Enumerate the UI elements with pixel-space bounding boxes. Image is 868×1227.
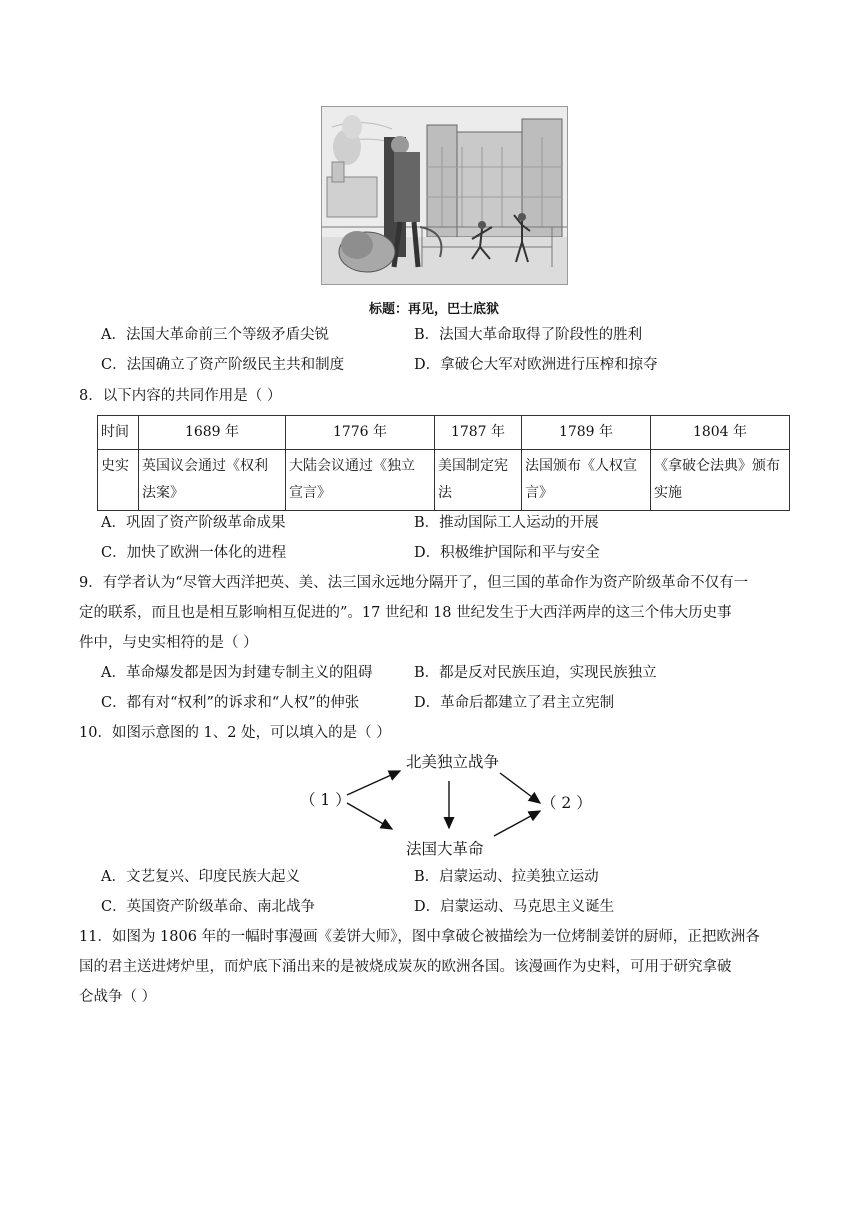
q10-option-b: B．启蒙运动、拉美独立运动 (414, 869, 599, 885)
q9-stem-line: 9．有学者认为“尽管大西洋把英、美、法三国永远地分隔开了，但三国的革命作为资产阶级革命不仅有一 (79, 575, 749, 591)
row-header-time: 时间 (98, 416, 139, 450)
q9-option-c: C．都有对“权利”的诉求和“人权”的伸张 (101, 695, 360, 711)
diagram-node-1: （ 1 ） (300, 791, 351, 809)
q11-stem-line: 国的君主送进烤炉里，而炉底下涌出来的是被烧成炭灰的欧洲各国。该漫画作为史料，可用于研究拿破 (79, 959, 732, 975)
q9-stem-line: 件中，与史实相符的是（ ） (79, 635, 258, 651)
q11-stem-line: 仑战争（ ） (79, 989, 157, 1005)
year-cell: 1789 年 (522, 416, 651, 450)
year-cell: 1787 年 (435, 416, 522, 450)
year-cell: 1689 年 (139, 416, 286, 450)
q10-stem: 10．如图示意图的 1、2 处，可以填入的是（ ） (79, 725, 391, 741)
fact-line: 法案》 (142, 485, 184, 501)
fact-line: 美国制定宪 (438, 458, 508, 474)
q8-option-b: B．推动国际工人运动的开展 (414, 515, 599, 531)
q8-option-a: A．巩固了资产阶级革命成果 (101, 515, 286, 531)
arrow-top-to-2 (500, 773, 540, 803)
q9-option-b: B．都是反对民族压迫，实现民族独立 (414, 665, 657, 681)
q10-option-c: C．英国资产阶级革命、南北战争 (101, 899, 316, 915)
fact-line: 大陆会议通过《独立 (289, 458, 415, 474)
arrow-1-to-bottom (347, 803, 392, 829)
q7-option-a: A．法国大革命前三个等级矛盾尖锐 (101, 327, 329, 343)
q8-option-c: C．加快了欧洲一体化的进程 (101, 545, 287, 561)
fact-line: 法国颁布《人权宣 (525, 458, 637, 474)
q10-option-d: D．启蒙运动、马克思主义诞生 (414, 899, 615, 915)
q11-stem-line: 11．如图为 1806 年的一幅时事漫画《姜饼大师》，图中拿破仑被描绘为一位烤制姜饼的厨师，正把欧洲各 (79, 929, 760, 945)
q8-stem: 8．以下内容的共同作用是（ ） (79, 388, 282, 404)
diagram-node-top: 北美独立战争 (406, 753, 500, 771)
diagram-node-2: （ 2 ） (541, 794, 592, 812)
q10-option-a: A．文艺复兴、印度民族大起义 (101, 869, 300, 885)
row-header-fact: 史实 (98, 450, 139, 511)
fact-line: 宣言》 (289, 485, 331, 501)
q9-stem-line: 定的联系，而且也是相互影响相互促进的”。17 世纪和 18 世纪发生于大西洋两岸的这三个伟大历史事 (79, 605, 732, 621)
fact-line: 英国议会通过《权利 (142, 458, 268, 474)
arrow-bottom-to-2 (494, 811, 540, 836)
diagram-node-bottom: 法国大革命 (406, 840, 484, 858)
q7-option-b: B．法国大革命取得了阶段性的胜利 (414, 327, 643, 343)
q9-option-a: A．革命爆发都是因为封建专制主义的阻碍 (101, 665, 373, 681)
q7-option-c: C．法国确立了资产阶级民主共和制度 (101, 357, 345, 373)
fact-line: 言》 (525, 485, 553, 501)
fact-line: 《拿破仑法典》颁布 (654, 458, 780, 474)
arrow-1-to-top (347, 771, 400, 795)
fact-line: 实施 (654, 485, 682, 501)
q9-option-d: D．革命后都建立了君主立宪制 (414, 695, 615, 711)
year-cell: 1804 年 (651, 416, 790, 450)
fact-line: 法 (438, 485, 452, 501)
q8-option-d: D．积极维护国际和平与安全 (414, 545, 600, 561)
year-cell: 1776 年 (286, 416, 435, 450)
figure-caption: 标题：再见，巴士底狱 (368, 302, 499, 317)
q7-option-d: D．拿破仑大军对欧洲进行压榨和掠夺 (414, 357, 658, 373)
